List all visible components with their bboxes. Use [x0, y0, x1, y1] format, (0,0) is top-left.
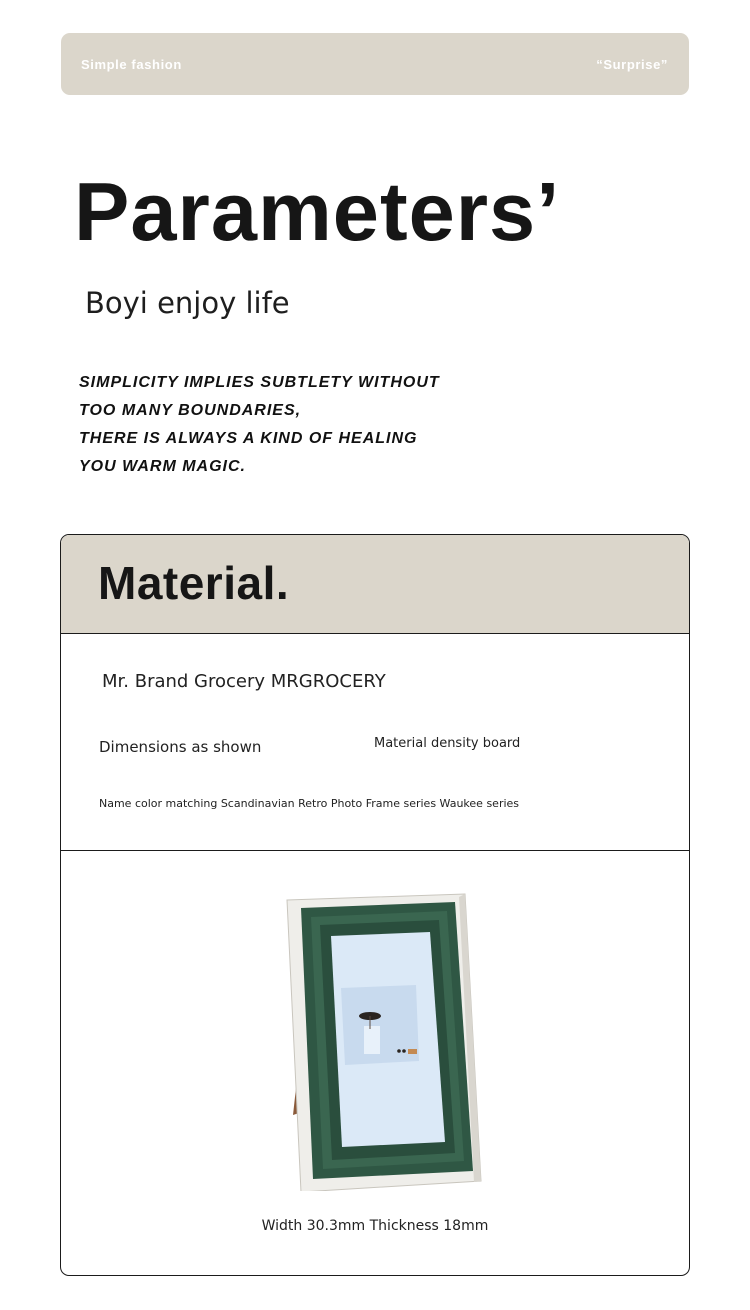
size-caption: Width 30.3mm Thickness 18mm [261, 1218, 489, 1234]
page-title: Parameters’ [74, 165, 561, 258]
material-heading: Material. [98, 557, 290, 609]
photo-dot [402, 1049, 406, 1053]
page-subtitle: Boyi enjoy life [85, 286, 290, 320]
material-card-header [61, 535, 689, 634]
name-color-text: Name color matching Scandinavian Retro Photo Frame series Waukee series [99, 797, 520, 810]
brand-text: Mr. Brand Grocery MRGROCERY [102, 671, 386, 692]
photo-frame-image [281, 891, 551, 1191]
product-photo-area [61, 851, 689, 1275]
tagline [79, 369, 539, 481]
material-card [60, 534, 690, 1276]
tagline-line: SIMPLICITY IMPLIES SUBTLETY WITHOUT [79, 374, 440, 391]
vase-shape [364, 1026, 380, 1054]
tagline-line: YOU WARM MAGIC. [79, 458, 246, 475]
tagline-line: TOO MANY BOUNDARIES, [79, 402, 302, 419]
top-banner [61, 33, 689, 95]
spec-section [61, 634, 689, 851]
material-type-text: Material density board [374, 736, 521, 751]
photo-block [408, 1049, 417, 1054]
banner-right-label: “Surprise” [596, 57, 668, 72]
photo-dot [397, 1049, 401, 1053]
tagline-line: THERE IS ALWAYS A KIND OF HEALING [79, 430, 418, 447]
banner-left-label: Simple fashion [81, 57, 182, 72]
dimensions-text: Dimensions as shown [99, 738, 262, 756]
